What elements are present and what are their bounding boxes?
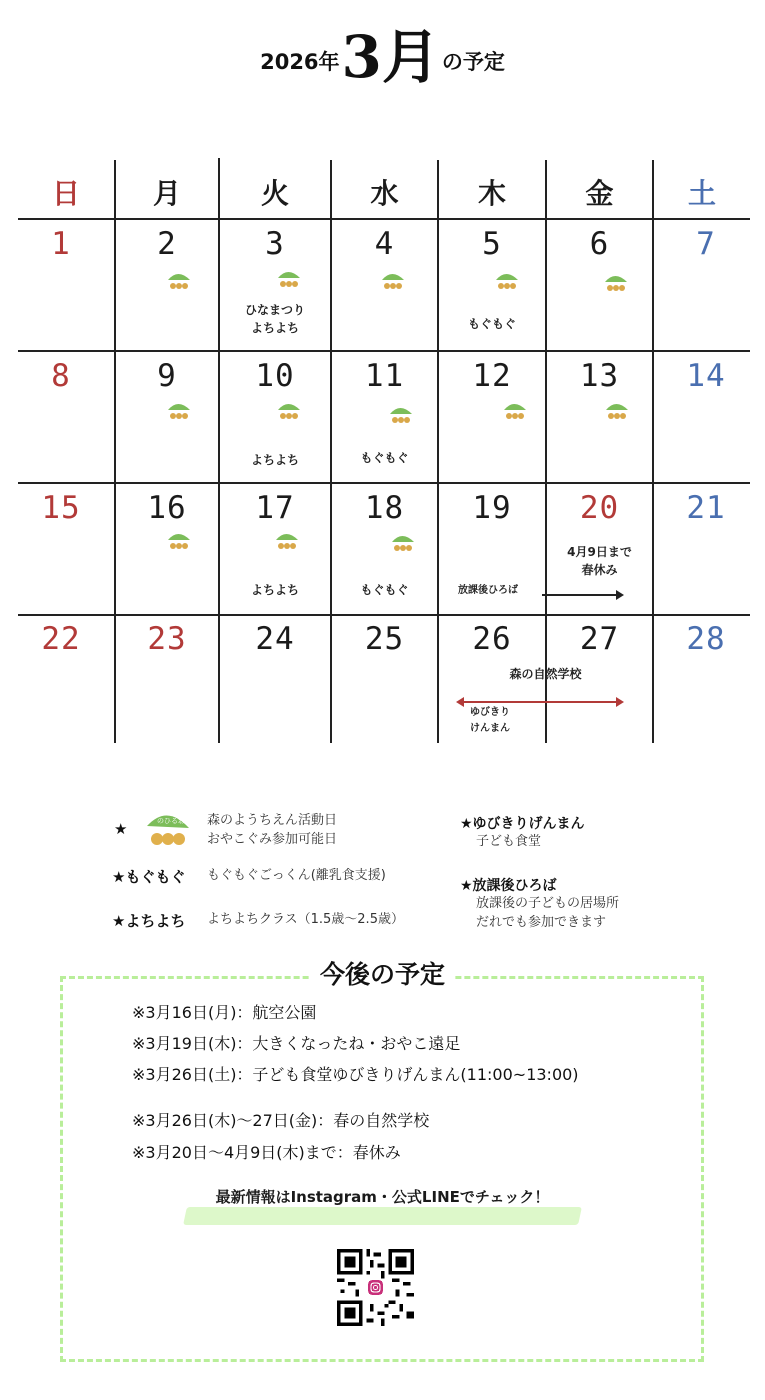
day-25: 25 (364, 621, 405, 657)
day-10: 10 (255, 358, 295, 394)
day-15: 15 (41, 490, 81, 526)
forest-leaf-icon (166, 528, 192, 554)
legend-hiroba-label: ★放課後ひろば (460, 878, 557, 894)
instagram-qr-icon[interactable] (337, 1249, 414, 1326)
forest-leaf-icon (388, 402, 414, 428)
day-6: 6 (589, 226, 610, 262)
forest-leaf-icon (274, 528, 300, 554)
title-year: 2026年 (260, 50, 340, 74)
spring-break-arrow (542, 594, 622, 596)
event-yubikiri: ゆびきり (470, 707, 510, 718)
legend-hiroba-desc2: だれでも参加できます (476, 915, 607, 930)
day-22: 22 (41, 621, 81, 657)
legend-yubi-label: ★ゆびきりげんまん (460, 816, 585, 832)
forest-leaf-icon (276, 398, 302, 424)
title-month: 3月 (341, 23, 440, 91)
day-19: 19 (472, 490, 512, 526)
event-hinamatsuri: ひなまつり (244, 303, 305, 317)
weekday-sat: 土 (687, 177, 716, 210)
event-mogumogu: もぐもぐ (360, 451, 409, 465)
day-1: 1 (51, 226, 71, 262)
day-21: 21 (686, 490, 726, 526)
event-houkago-hiroba: 放課後ひろば (458, 585, 518, 596)
legend-forest-line2: おやこぐみ参加可能日 (207, 832, 338, 847)
leaf-logo-text: のひるね (157, 817, 185, 825)
day-14: 14 (686, 358, 726, 394)
legend-star: ★ (114, 820, 128, 838)
forest-leaf-icon (502, 398, 528, 424)
event-yochiyochi: よちよち (250, 321, 299, 335)
forest-leaf-icon (494, 268, 520, 294)
day-27: 27 (579, 621, 620, 657)
event-spring-break-until: 4月9日まで (567, 545, 632, 559)
day-3: 3 (265, 226, 285, 262)
schedule-item: ※3月19日(木)：大きくなったね・おやこ遠足 (132, 1034, 461, 1053)
page-title (0, 23, 765, 91)
forest-leaf-icon (166, 398, 192, 424)
grid-line (18, 614, 750, 616)
schedule-item: ※3月26日(土)：子ども食堂ゆびきりげんまん(11:00~13:00) (132, 1065, 579, 1084)
day-20: 20 (579, 490, 620, 526)
schedule-item: ※3月16日(月)：航空公園 (132, 1003, 317, 1022)
legend-yochi-label: ★よちよち (112, 912, 186, 930)
day-26: 26 (472, 621, 512, 657)
forest-leaf-icon (380, 268, 406, 294)
day-9: 9 (157, 358, 177, 394)
day-24: 24 (255, 621, 295, 657)
legend-hiroba-desc1: 放課後の子どもの居場所 (476, 896, 620, 911)
day-18: 18 (364, 490, 405, 526)
legend-yochi-desc: よちよちクラス（1.5歳～2.5歳） (207, 912, 404, 927)
grid-line (18, 482, 750, 484)
event-mogumogu: もぐもぐ (467, 317, 516, 331)
legend-forest-line1: 森のようちえん活動日 (207, 813, 338, 828)
schedule-item: ※3月26日(木)～27日(金)：春の自然学校 (132, 1111, 430, 1130)
forest-leaf-icon (390, 530, 416, 556)
weekday-sun: 日 (51, 177, 80, 210)
grid-line (18, 218, 750, 220)
weekday-thu: 木 (477, 177, 506, 210)
calendar (18, 158, 750, 743)
day-23: 23 (147, 621, 187, 657)
forest-leaf-icon (603, 270, 629, 296)
schedule-item: ※3月20日～4月9日(木)まで：春休み (132, 1143, 401, 1162)
day-8: 8 (51, 358, 71, 394)
forest-leaf-icon (166, 268, 192, 294)
day-5: 5 (482, 226, 502, 262)
day-2: 2 (157, 226, 177, 262)
day-12: 12 (472, 358, 512, 394)
day-28: 28 (686, 621, 726, 657)
grid-line (18, 350, 750, 352)
upcoming-title: 今後の予定 (0, 955, 765, 991)
weekday-tue: 火 (260, 177, 289, 210)
event-mogumogu: もぐもぐ (360, 583, 409, 597)
weekday-mon: 月 (152, 177, 181, 210)
day-13: 13 (579, 358, 620, 394)
forest-leaf-icon (604, 398, 630, 424)
event-yochiyochi: よちよち (250, 583, 299, 597)
nature-school-arrow (458, 701, 622, 703)
weekday-fri: 金 (585, 177, 614, 210)
weekday-wed: 水 (370, 177, 399, 210)
day-17: 17 (255, 490, 295, 526)
event-nature-school: 森の自然学校 (509, 667, 582, 681)
day-7: 7 (696, 226, 716, 262)
event-spring-break: 春休み (581, 563, 618, 577)
cta-highlight (183, 1207, 582, 1225)
legend-mogu-label: ★もぐもぐ (112, 868, 186, 886)
legend-yubi-desc: 子ども食堂 (476, 834, 542, 849)
day-4: 4 (374, 226, 395, 262)
forest-leaf-icon (145, 806, 191, 852)
event-genman: けんまん (470, 723, 510, 734)
legend-mogu-desc: もぐもぐごっくん(離乳食支援) (207, 868, 386, 883)
cta-text: 最新情報はInstagram・公式LINEでチェック！ (215, 1188, 550, 1206)
title-suffix: の予定 (441, 50, 505, 74)
forest-leaf-icon (276, 266, 302, 292)
event-yochiyochi: よちよち (250, 453, 299, 467)
day-16: 16 (147, 490, 187, 526)
day-11: 11 (364, 358, 405, 394)
